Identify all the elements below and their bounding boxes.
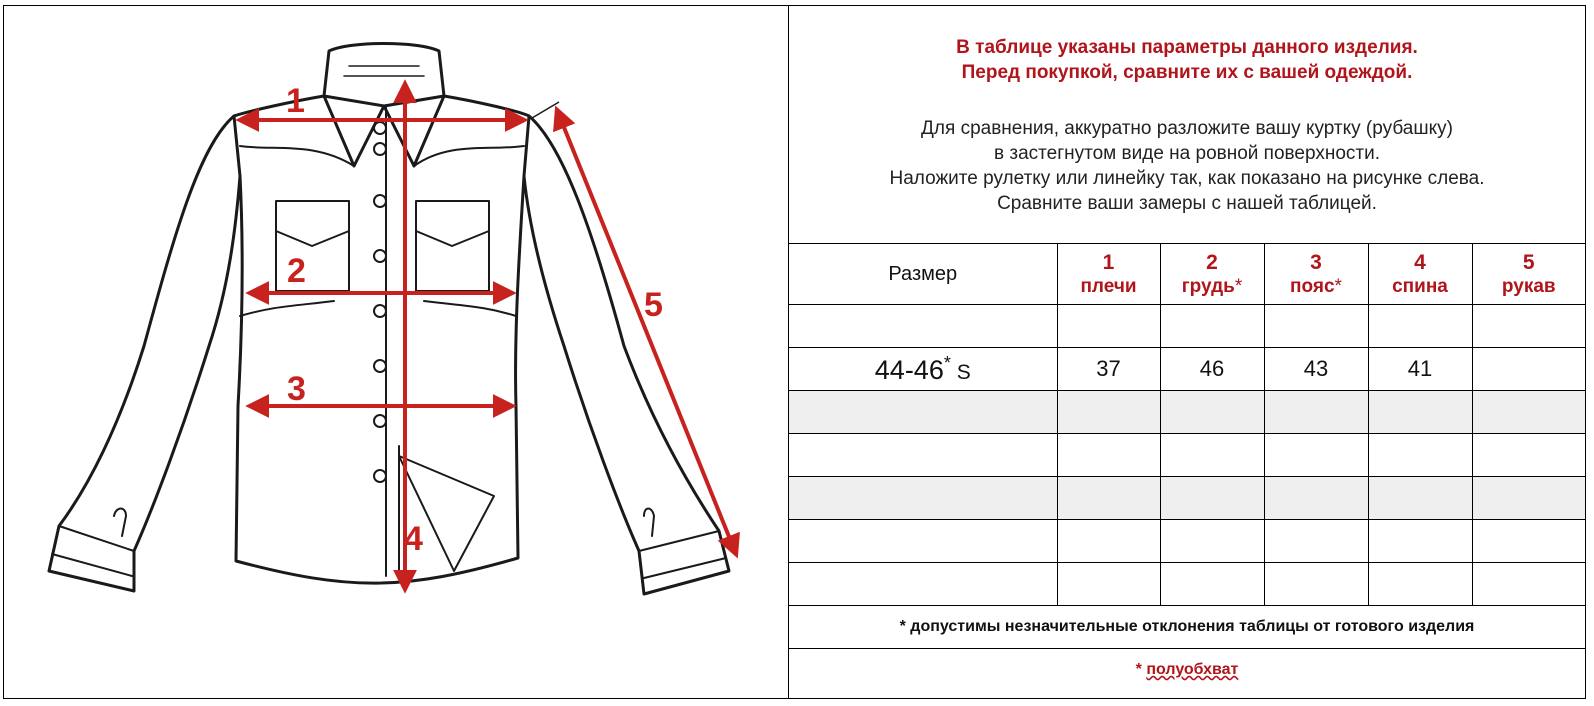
table-row	[789, 348, 1585, 391]
column-header: 3 пояс*	[1264, 244, 1368, 305]
notice-line-1: В таблице указаны параметры данного изделия.	[956, 37, 1418, 58]
shoulders-value: 37	[1057, 348, 1160, 391]
footnote-deviation: * допустимы незначительные отклонения таблицы от готового изделия	[789, 606, 1585, 649]
size-table	[789, 243, 1585, 691]
table-row	[789, 563, 1585, 606]
sleeve-value	[1472, 348, 1585, 391]
shirt-collar	[324, 44, 444, 167]
label-3: 3	[287, 370, 306, 408]
table-row	[789, 305, 1585, 348]
notice-line-2: Перед покупкой, сравните их с вашей одеждой.	[961, 62, 1413, 83]
size-column-header: Размер	[789, 244, 1057, 305]
label-1: 1	[286, 82, 305, 120]
right-cuff	[639, 531, 726, 578]
table-row	[789, 477, 1585, 520]
measure-5-sleeve	[557, 110, 736, 554]
column-header: 4 спина	[1368, 244, 1472, 305]
right-pocket	[416, 201, 489, 291]
table-row	[789, 520, 1585, 563]
chest-value: 46	[1160, 348, 1264, 391]
right-sleeve	[524, 116, 729, 594]
shirt-body	[234, 96, 529, 583]
instruction-line-4: Сравните ваши замеры с нашей таблицей.	[997, 193, 1377, 214]
measure-lines	[240, 84, 736, 589]
label-4: 4	[404, 520, 423, 558]
column-header: 1 плечи	[1057, 244, 1160, 305]
column-header: 5 рукав	[1472, 244, 1585, 305]
table-row	[789, 434, 1585, 477]
footnote-half-girth: * полуобхват	[789, 649, 1585, 692]
column-header: 2 грудь*	[1160, 244, 1264, 305]
shirt-measurement-diagram	[4, 6, 788, 698]
instruction-line-3: Наложите рулетку или линейку так, как показано на рисунке слева.	[889, 168, 1485, 189]
footnote-row	[789, 606, 1585, 649]
back-value: 41	[1368, 348, 1472, 391]
left-sleeve	[49, 116, 240, 591]
instruction-line-2: в застегнутом виде на ровной поверхности.	[994, 143, 1380, 164]
footnote-row	[789, 649, 1585, 692]
size-info-panel	[789, 6, 1585, 698]
shirt-outline	[49, 44, 729, 595]
label-2: 2	[287, 252, 306, 290]
label-5: 5	[644, 286, 663, 324]
waist-value: 43	[1264, 348, 1368, 391]
size-cell: 44-46* S	[789, 348, 1057, 391]
table-row	[789, 391, 1585, 434]
table-header-row	[789, 244, 1585, 305]
instruction-line-1: Для сравнения, аккуратно разложите вашу куртку (рубашку)	[921, 118, 1453, 139]
